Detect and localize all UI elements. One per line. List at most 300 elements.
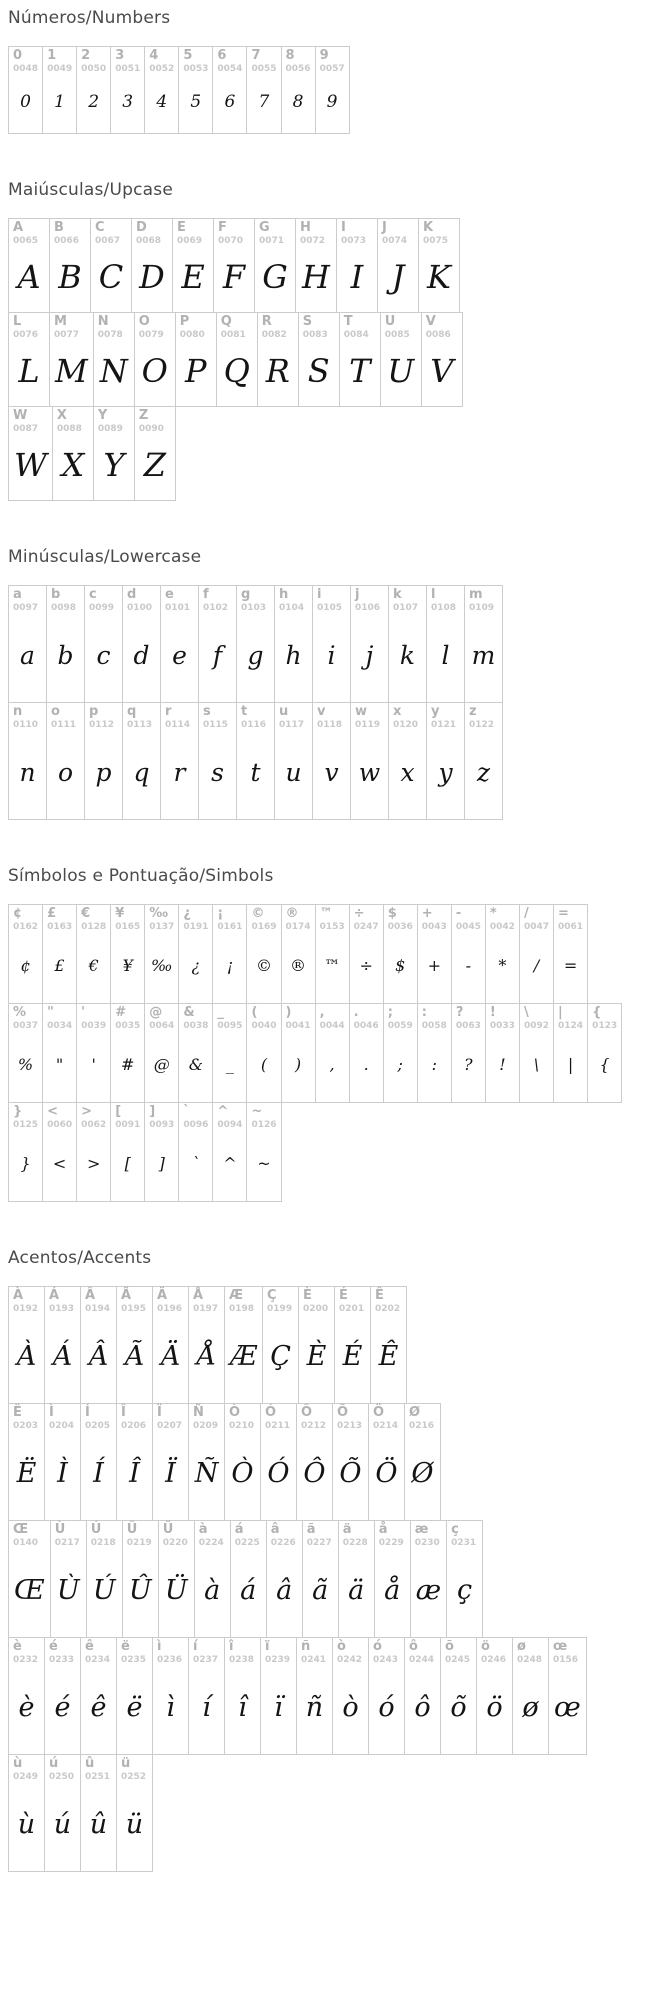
cell-glyph-preview: ®: [290, 956, 307, 976]
glyph-cell-header: [161, 586, 198, 613]
cell-glyph-preview: B: [58, 258, 82, 297]
glyph-cell: [152, 1286, 189, 1404]
glyph-cell: [339, 312, 381, 407]
cell-glyph-preview: [: [124, 1154, 131, 1174]
cell-glyph-preview: Õ: [339, 1458, 362, 1490]
cell-unicode-code: 0093: [149, 1119, 175, 1130]
glyph-cell-header: [213, 905, 246, 932]
glyph-cell: [281, 46, 316, 134]
cell-unicode-code: 0049: [47, 63, 73, 74]
cell-character-label: ¡: [217, 906, 224, 921]
cell-unicode-code: 0115: [203, 719, 229, 730]
cell-character-label: ': [81, 1005, 86, 1020]
cell-unicode-code: 0097: [13, 602, 39, 613]
cell-unicode-code: 0174: [285, 921, 311, 932]
cell-glyph-preview: ‰: [151, 956, 173, 976]
cell-unicode-code: 0243: [373, 1654, 399, 1665]
cell-character-label: Ê: [375, 1288, 384, 1303]
cell-glyph-preview: í: [202, 1692, 211, 1724]
cell-character-label: Ë: [13, 1405, 22, 1420]
glyph-cell-header: [255, 219, 295, 246]
cell-glyph-preview: Ç: [270, 1341, 291, 1373]
glyph-cell: [315, 46, 350, 134]
glyph-cell-header: [441, 1638, 476, 1665]
cell-unicode-code: 0169: [251, 921, 277, 932]
cell-unicode-code: 0213: [337, 1420, 363, 1431]
cell-unicode-code: 0071: [259, 235, 285, 246]
cell-glyph-preview: w: [358, 758, 381, 788]
glyph-cell-header: [199, 703, 236, 730]
glyph-cell-header: [340, 313, 380, 340]
cell-glyph-preview: =: [563, 956, 578, 976]
glyph-cell: [8, 406, 53, 501]
glyph-cell-header: [237, 586, 274, 613]
glyph-cell-header: [350, 1004, 383, 1031]
glyph-cell: [93, 312, 135, 407]
cell-character-label: E: [177, 220, 186, 235]
cell-glyph-preview: Q: [223, 352, 250, 391]
glyph-cell-header: [384, 1004, 417, 1031]
cell-glyph-preview: ¢: [20, 956, 31, 976]
cell-character-label: ®: [285, 906, 299, 921]
cell-glyph-preview: 1: [54, 91, 65, 112]
cell-unicode-code: 0207: [157, 1420, 183, 1431]
glyph-cell: [388, 702, 427, 820]
cell-character-label: å: [378, 1522, 388, 1537]
cell-character-label: Ã: [121, 1288, 132, 1303]
cell-unicode-code: 0137: [149, 921, 175, 932]
cell-character-label: Â: [85, 1288, 96, 1303]
glyph-cell: [188, 1637, 225, 1755]
glyph-cell-header: [145, 1004, 178, 1031]
cell-glyph-preview: M: [55, 352, 88, 391]
cell-glyph-preview: Z: [143, 446, 166, 485]
cell-character-label: v: [317, 704, 326, 719]
glyph-cell: [134, 406, 176, 501]
cell-unicode-code: 0099: [89, 602, 115, 613]
cell-unicode-code: 0051: [115, 63, 141, 74]
section-uppercase: [8, 180, 651, 501]
cell-unicode-code: 0075: [423, 235, 449, 246]
cell-glyph-preview: j: [365, 641, 374, 671]
glyph-cell-header: [9, 1521, 50, 1548]
glyph-cell: [42, 904, 77, 1004]
cell-character-label: Å: [193, 1288, 204, 1303]
glyph-cell: [188, 1286, 225, 1404]
glyph-cell: [295, 218, 337, 313]
cell-glyph-preview: y: [438, 758, 453, 788]
cell-unicode-code: 0119: [355, 719, 381, 730]
cell-character-label: ú: [49, 1756, 59, 1771]
glyph-cell: [464, 702, 503, 820]
cell-unicode-code: 0042: [489, 921, 515, 932]
glyph-cell: [246, 1102, 281, 1202]
cell-character-label: $: [387, 906, 397, 921]
cell-character-label: Ü: [162, 1522, 174, 1537]
cell-unicode-code: 0122: [469, 719, 495, 730]
cell-unicode-code: 0191: [183, 921, 209, 932]
glyph-cell-header: [275, 586, 312, 613]
cell-unicode-code: 0045: [455, 921, 481, 932]
glyph-cell: [80, 1637, 117, 1755]
cell-character-label: A: [13, 220, 24, 235]
cell-unicode-code: 0118: [317, 719, 343, 730]
glyph-cell: [160, 702, 199, 820]
cell-glyph-preview: D: [139, 258, 165, 297]
cell-unicode-code: 0037: [13, 1020, 39, 1031]
glyph-cell: [152, 1637, 189, 1755]
cell-character-label: ÷: [353, 906, 365, 921]
cell-glyph-preview: W: [14, 446, 47, 485]
cell-unicode-code: 0067: [95, 235, 121, 246]
cell-glyph-preview: Ú: [92, 1575, 116, 1607]
glyph-cell: [122, 702, 161, 820]
cell-unicode-code: 0114: [165, 719, 191, 730]
glyph-cell: [122, 1520, 159, 1638]
cell-unicode-code: 0205: [85, 1420, 111, 1431]
cell-character-label: .: [353, 1005, 359, 1020]
glyph-cell-header: [405, 1404, 440, 1431]
cell-glyph-preview: È: [306, 1341, 327, 1373]
cell-unicode-code: 0058: [421, 1020, 447, 1031]
glyph-cell: [553, 1003, 588, 1103]
cell-glyph-preview: l: [441, 641, 450, 671]
glyph-cell: [8, 1637, 45, 1755]
cell-unicode-code: 0112: [89, 719, 115, 730]
cell-glyph-preview: á: [240, 1575, 257, 1607]
glyph-cell: [446, 1520, 483, 1638]
cell-unicode-code: 0198: [229, 1303, 255, 1314]
cell-character-label: û: [85, 1756, 95, 1771]
cell-glyph-preview: g: [247, 641, 264, 671]
glyph-cell-header: [85, 586, 122, 613]
cell-character-label: 2: [81, 48, 91, 63]
glyph-cell-header: [81, 1755, 116, 1782]
cell-unicode-code: 0121: [431, 719, 457, 730]
cell-glyph-preview: €: [88, 956, 99, 976]
glyph-cell-header: [477, 1638, 512, 1665]
glyph-cell: [548, 1637, 587, 1755]
glyph-cell: [485, 1003, 520, 1103]
glyph-cell-header: [213, 1004, 246, 1031]
cell-glyph-preview: ': [91, 1055, 96, 1075]
glyph-cell-header: [77, 47, 110, 74]
cell-unicode-code: 0236: [157, 1654, 183, 1665]
cell-character-label: ¥: [115, 906, 125, 921]
glyph-cell-header: [225, 1638, 260, 1665]
cell-character-label: ñ: [301, 1639, 311, 1654]
cell-character-label: j: [355, 587, 360, 602]
cell-character-label: ï: [265, 1639, 270, 1654]
cell-character-label: Í: [85, 1405, 90, 1420]
cell-glyph-preview: _: [225, 1055, 234, 1075]
cell-character-label: ;: [387, 1005, 393, 1020]
cell-character-label: p: [89, 704, 99, 719]
glyph-cell: [260, 1403, 297, 1521]
glyph-cell: [254, 218, 296, 313]
glyph-cell-header: [513, 1638, 548, 1665]
cell-character-label: Û: [126, 1522, 138, 1537]
glyph-cell-header: [282, 905, 315, 932]
cell-unicode-code: 0156: [553, 1654, 579, 1665]
glyph-cell: [377, 218, 419, 313]
cell-unicode-code: 0209: [193, 1420, 219, 1431]
cell-glyph-preview: ÷: [359, 956, 373, 976]
cell-unicode-code: 0195: [121, 1303, 147, 1314]
cell-character-label: Æ: [229, 1288, 244, 1303]
section-symbols: [8, 866, 651, 1202]
cell-glyph-preview: <: [52, 1154, 67, 1174]
cell-character-label: X: [56, 408, 67, 423]
glyph-cell-header: [161, 703, 198, 730]
glyph-cell: [298, 312, 340, 407]
glyph-cell-header: [231, 1521, 266, 1548]
glyph-cell-header: [554, 1004, 587, 1031]
glyph-row: [8, 1637, 651, 1755]
glyph-cell-header: [213, 47, 246, 74]
cell-unicode-code: 0105: [317, 602, 343, 613]
glyph-cell: [350, 585, 389, 703]
glyph-row: [8, 46, 651, 134]
cell-glyph-preview: ¿: [191, 956, 201, 976]
cell-glyph-preview: ì: [166, 1692, 175, 1724]
cell-character-label: D: [136, 220, 147, 235]
cell-character-label: _: [217, 1005, 224, 1020]
glyph-cell: [464, 585, 503, 703]
glyph-cell-header: [554, 905, 587, 932]
cell-unicode-code: 0244: [409, 1654, 435, 1665]
glyph-cell: [84, 585, 123, 703]
cell-character-label: {: [592, 1005, 602, 1020]
cell-character-label: ~: [251, 1104, 263, 1119]
glyph-cell-header: [588, 1004, 621, 1031]
cell-character-label: ä: [342, 1522, 352, 1537]
cell-character-label: |: [558, 1005, 563, 1020]
glyph-row: [8, 585, 651, 703]
glyph-cell-header: [9, 219, 49, 246]
glyph-cell: [332, 1403, 369, 1521]
glyph-cell: [281, 1003, 316, 1103]
cell-glyph-preview: Å: [196, 1341, 217, 1373]
glyph-cell-header: [50, 313, 93, 340]
cell-glyph-preview: f: [212, 641, 223, 671]
cell-unicode-code: 0196: [157, 1303, 183, 1314]
glyph-cell-header: [9, 1755, 44, 1782]
cell-unicode-code: 0036: [387, 921, 413, 932]
glyph-cell: [116, 1637, 153, 1755]
glyph-cell-header: [247, 1004, 280, 1031]
cell-glyph-preview: x: [400, 758, 415, 788]
glyph-cell-header: [418, 905, 451, 932]
glyph-cell: [86, 1520, 123, 1638]
cell-glyph-preview: û: [89, 1809, 108, 1841]
cell-character-label: ç: [451, 1522, 459, 1537]
cell-character-label: ô: [409, 1639, 418, 1654]
glyph-cell-header: [282, 1004, 315, 1031]
glyph-cell: [296, 1403, 333, 1521]
cell-glyph-preview: 3: [122, 91, 134, 112]
glyph-cell: [216, 312, 258, 407]
cell-character-label: Î: [121, 1405, 126, 1420]
cell-unicode-code: 0041: [285, 1020, 311, 1031]
cell-character-label: I: [341, 220, 346, 235]
glyph-row: [8, 1286, 651, 1404]
glyph-cell: [198, 585, 237, 703]
cell-unicode-code: 0125: [13, 1119, 39, 1130]
glyph-cell: [417, 904, 452, 1004]
cell-character-label: ã: [306, 1522, 316, 1537]
glyph-cell-header: [217, 313, 257, 340]
glyph-cell: [44, 1286, 81, 1404]
glyph-cell: [84, 702, 123, 820]
cell-unicode-code: 0238: [229, 1654, 255, 1665]
cell-character-label: N: [97, 314, 109, 329]
cell-unicode-code: 0126: [251, 1119, 277, 1130]
glyph-cell: [332, 1637, 369, 1755]
glyph-cell: [274, 702, 313, 820]
cell-character-label: ø: [517, 1639, 526, 1654]
glyph-cell: [246, 904, 281, 1004]
cell-glyph-preview: V: [430, 352, 454, 391]
glyph-cell-header: [247, 47, 280, 74]
glyph-cell: [122, 585, 161, 703]
cell-unicode-code: 0242: [337, 1654, 363, 1665]
cell-character-label: æ: [414, 1522, 429, 1537]
cell-glyph-preview: Ü: [164, 1575, 188, 1607]
glyph-row: [8, 1003, 651, 1103]
glyph-cell-header: [117, 1638, 152, 1665]
cell-glyph-preview: 2: [88, 91, 100, 112]
cell-unicode-code: 0197: [193, 1303, 219, 1314]
glyph-cell: [8, 1286, 45, 1404]
glyph-cell: [383, 904, 418, 1004]
cell-glyph-preview: ä: [348, 1575, 365, 1607]
glyph-cell: [8, 46, 43, 134]
glyph-cell-header: [381, 313, 421, 340]
glyph-row: [8, 904, 651, 1004]
glyph-cell-header: [111, 47, 144, 74]
cell-character-label: a: [13, 587, 22, 602]
glyph-cell: [451, 904, 486, 1004]
glyph-cell: [212, 1102, 247, 1202]
cell-unicode-code: 0047: [523, 921, 549, 932]
cell-character-label: g: [241, 587, 251, 602]
cell-character-label: ì: [157, 1639, 162, 1654]
glyph-cell: [44, 1637, 81, 1755]
cell-character-label: 0: [13, 48, 23, 63]
glyph-cell: [246, 1003, 281, 1103]
cell-character-label: ù: [13, 1756, 23, 1771]
cell-unicode-code: 0085: [384, 329, 410, 340]
glyph-cell-header: [123, 703, 160, 730]
cell-glyph-preview: :: [431, 1055, 437, 1075]
cell-character-label: t: [241, 704, 248, 719]
cell-glyph-preview: Ô: [303, 1458, 326, 1490]
cell-glyph-preview: 8: [292, 91, 304, 112]
glyph-cell-header: [520, 905, 553, 932]
glyph-cell: [236, 585, 275, 703]
glyph-row: [8, 218, 651, 313]
cell-character-label: W: [13, 408, 28, 423]
glyph-cell-header: [135, 407, 175, 434]
glyph-cell: [44, 1403, 81, 1521]
cell-glyph-preview: R: [265, 352, 290, 391]
glyph-cell-header: [350, 905, 383, 932]
cell-unicode-code: 0086: [425, 329, 451, 340]
glyph-cell: [134, 312, 176, 407]
glyph-cell-header: [486, 905, 519, 932]
cell-unicode-code: 0161: [217, 921, 243, 932]
glyph-cell-header: [81, 1404, 116, 1431]
cell-unicode-code: 0061: [558, 921, 584, 932]
glyph-cell-header: [153, 1287, 188, 1314]
glyph-cell: [49, 218, 91, 313]
cell-character-label: l: [431, 587, 436, 602]
glyph-cell-header: [179, 905, 212, 932]
cell-glyph-preview: ø: [522, 1692, 539, 1724]
cell-glyph-preview: &: [188, 1055, 203, 1075]
glyph-cell: [8, 1520, 51, 1638]
cell-character-label: m: [469, 587, 483, 602]
cell-unicode-code: 0104: [279, 602, 305, 613]
cell-glyph-preview: 9: [326, 91, 338, 112]
cell-glyph-preview: {: [599, 1055, 610, 1075]
glyph-cell-header: [111, 1004, 144, 1031]
glyph-cell-header: [199, 586, 236, 613]
cell-unicode-code: 0216: [409, 1420, 435, 1431]
section-rows: [8, 585, 651, 820]
cell-unicode-code: 0192: [13, 1303, 39, 1314]
cell-unicode-code: 0055: [251, 63, 277, 74]
glyph-cell: [52, 406, 94, 501]
cell-glyph-preview: v: [324, 758, 339, 788]
cell-unicode-code: 0124: [558, 1020, 584, 1031]
glyph-cell: [152, 1403, 189, 1521]
cell-character-label: e: [165, 587, 174, 602]
cell-glyph-preview: +: [427, 956, 441, 976]
glyph-cell-header: [351, 586, 388, 613]
glyph-cell-header: [195, 1521, 230, 1548]
glyph-cell-header: [247, 905, 280, 932]
cell-glyph-preview: s: [211, 758, 224, 788]
glyph-cell-header: [94, 407, 134, 434]
glyph-cell: [212, 46, 247, 134]
cell-character-label: f: [203, 587, 209, 602]
cell-character-label: â: [270, 1522, 280, 1537]
glyph-row: [8, 1754, 651, 1872]
glyph-cell-header: [389, 703, 426, 730]
cell-unicode-code: 0084: [343, 329, 369, 340]
cell-glyph-preview: Â: [88, 1341, 109, 1373]
cell-unicode-code: 0094: [217, 1119, 243, 1130]
cell-glyph-preview: ô: [414, 1692, 431, 1724]
cell-unicode-code: 0116: [241, 719, 267, 730]
cell-character-label: r: [165, 704, 172, 719]
cell-character-label: Ú: [90, 1522, 102, 1537]
glyph-cell: [404, 1637, 441, 1755]
glyph-cell: [8, 1754, 45, 1872]
glyph-cell: [110, 904, 145, 1004]
glyph-cell: [421, 312, 463, 407]
cell-character-label: !: [489, 1005, 496, 1020]
glyph-cell-header: [77, 1004, 110, 1031]
glyph-cell: [426, 702, 465, 820]
glyph-cell-header: [422, 313, 462, 340]
glyph-cell-header: [47, 586, 84, 613]
character-map: [8, 8, 651, 1872]
cell-glyph-preview: Ä: [160, 1341, 181, 1373]
cell-character-label: é: [49, 1639, 58, 1654]
